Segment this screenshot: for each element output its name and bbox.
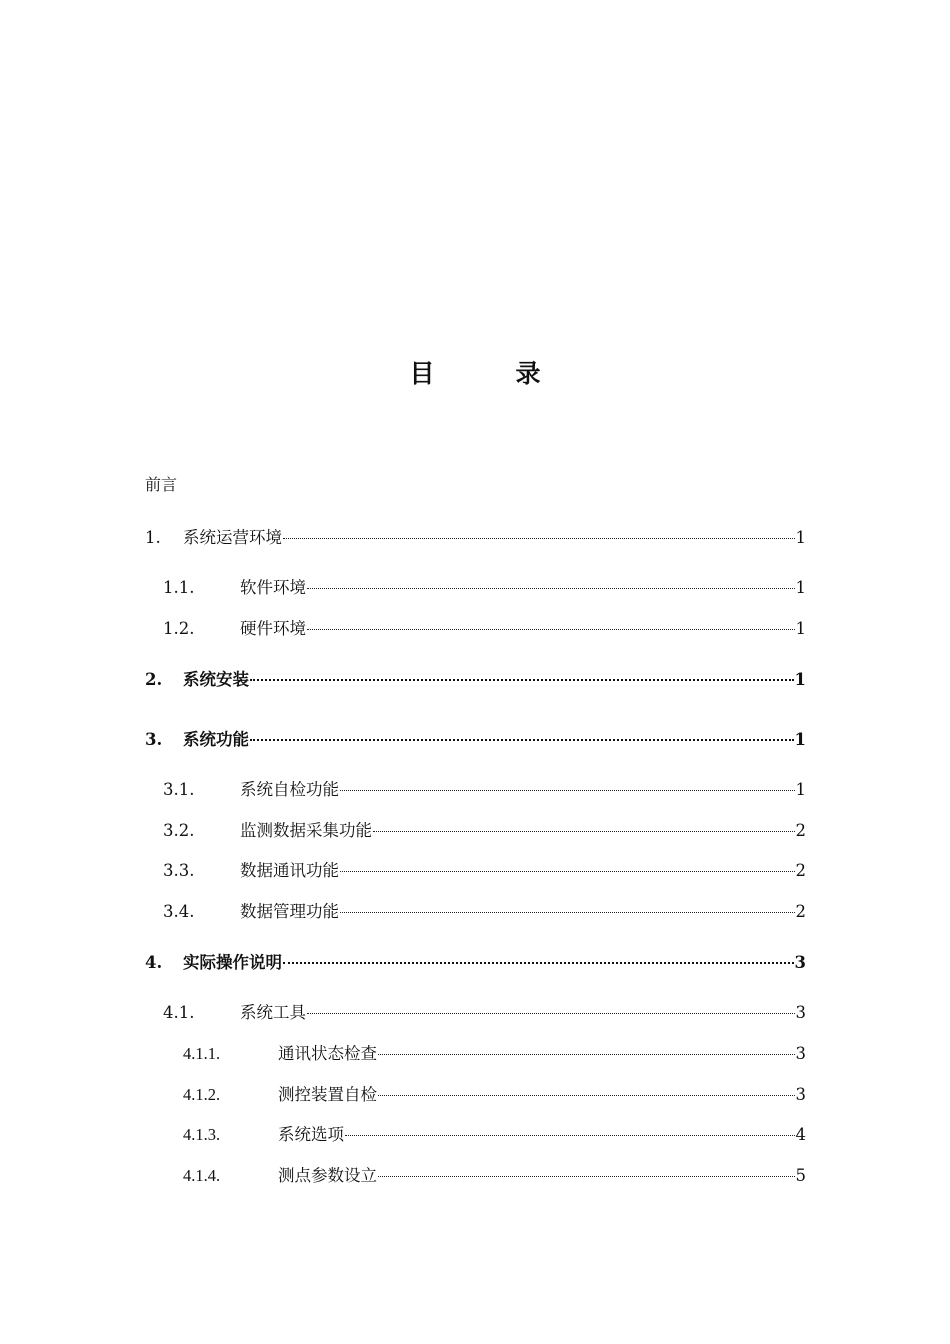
toc-entry[interactable] (163, 820, 806, 842)
toc-dot-leader (378, 1054, 795, 1055)
toc-entry-page-number: 1 (794, 730, 806, 749)
toc-entry[interactable] (183, 1165, 806, 1187)
toc-entry-title: 测控装置自检 (278, 1085, 377, 1104)
toc-dot-leader (340, 912, 795, 913)
toc-dot-leader (250, 739, 794, 741)
toc-preface[interactable]: 前言 (145, 475, 178, 494)
toc-entry-page-number: 3 (795, 1044, 806, 1063)
toc-entry-page-number: 3 (794, 953, 806, 972)
toc-entry-number: 3. (145, 730, 163, 749)
toc-entry[interactable] (163, 779, 806, 801)
toc-entry-number: 3.1. (163, 780, 195, 799)
toc-entry-number: 1.1. (163, 578, 195, 597)
toc-entry-number: 4.1.2. (183, 1085, 221, 1104)
toc-entry[interactable] (163, 860, 806, 882)
toc-entry-title: 测点参数设立 (278, 1166, 377, 1185)
toc-entry-page-number: 5 (795, 1166, 806, 1185)
toc-entry-title: 数据管理功能 (240, 902, 339, 921)
toc-entry-title: 系统安装 (183, 670, 249, 689)
toc-entry[interactable] (163, 1002, 806, 1024)
toc-entry-page-number: 3 (795, 1085, 806, 1104)
toc-entry-number: 3.3. (163, 861, 195, 880)
toc-entry-title: 系统运营环境 (183, 528, 282, 547)
toc-dot-leader (340, 871, 795, 872)
toc-entry-number: 4.1.4. (183, 1166, 221, 1185)
toc-entry-number: 4.1.1. (183, 1044, 221, 1063)
toc-entry-title: 软件环境 (240, 578, 306, 597)
toc-dot-leader (283, 538, 795, 539)
toc-entry-page-number: 4 (795, 1125, 806, 1144)
toc-entry-number: 4. (145, 953, 163, 972)
toc-entry[interactable] (145, 729, 806, 751)
toc-entry[interactable] (163, 901, 806, 923)
toc-entry-number: 4.1. (163, 1003, 195, 1022)
toc-entry-page-number: 2 (795, 861, 806, 880)
toc-entry[interactable] (183, 1124, 806, 1146)
toc-dot-leader (307, 1013, 795, 1014)
toc-entry-number: 2. (145, 670, 163, 689)
toc-entry[interactable] (183, 1084, 806, 1106)
toc-entry-number: 1.2. (163, 619, 195, 638)
toc-dot-leader (378, 1176, 795, 1177)
toc-entry-page-number: 1 (795, 780, 806, 799)
toc-entry-page-number: 1 (795, 619, 806, 638)
toc-entry-number: 4.1.3. (183, 1125, 221, 1144)
toc-dot-leader (250, 679, 794, 681)
toc-entry-page-number: 1 (795, 528, 806, 547)
toc-dot-leader (373, 831, 795, 832)
toc-dot-leader (283, 962, 794, 964)
toc-entry-title: 实际操作说明 (183, 953, 282, 972)
toc-entry-title: 系统选项 (278, 1125, 344, 1144)
toc-dot-leader (307, 629, 795, 630)
toc-entry[interactable] (145, 669, 806, 691)
toc-entry-page-number: 1 (794, 670, 806, 689)
toc-entry[interactable] (163, 618, 806, 640)
toc-entry-title: 监测数据采集功能 (240, 821, 372, 840)
toc-entry[interactable] (145, 527, 806, 549)
toc-dot-leader (307, 588, 795, 589)
toc-entry-title: 系统功能 (183, 730, 249, 749)
toc-dot-leader (378, 1095, 795, 1096)
toc-title: 目 录 (409, 359, 569, 388)
toc-entry-number: 3.2. (163, 821, 195, 840)
toc-entry[interactable] (145, 952, 806, 974)
toc-entry-title: 通讯状态检查 (278, 1044, 377, 1063)
toc-entry-title: 系统自检功能 (240, 780, 339, 799)
toc-entry-number: 3.4. (163, 902, 195, 921)
toc-entry-page-number: 2 (795, 902, 806, 921)
toc-entry-page-number: 1 (795, 578, 806, 597)
toc-entry-page-number: 3 (795, 1003, 806, 1022)
toc-entry-title: 硬件环境 (240, 619, 306, 638)
toc-entry[interactable] (163, 577, 806, 599)
toc-entry-title: 系统工具 (240, 1003, 306, 1022)
toc-entry-number: 1. (145, 528, 161, 547)
toc-entry-title: 数据通讯功能 (240, 861, 339, 880)
toc-dot-leader (340, 790, 795, 791)
toc-entry-page-number: 2 (795, 821, 806, 840)
toc-entry[interactable] (183, 1043, 806, 1065)
toc-dot-leader (345, 1135, 795, 1136)
